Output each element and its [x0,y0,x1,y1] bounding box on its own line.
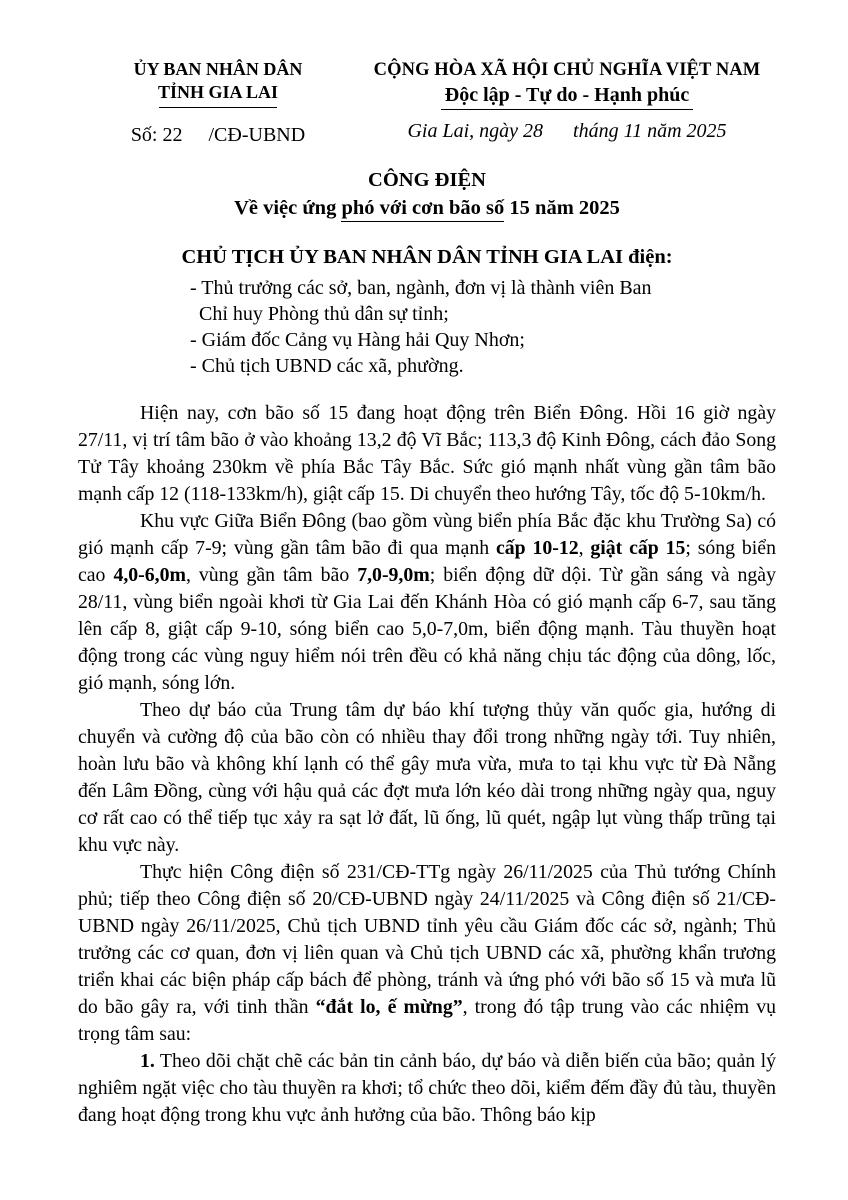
title-block [78,167,776,221]
text-segment: ; biển động dữ dội. Từ gần sáng và ngày 28/11, vùng biển ngoài khơi từ Gia Lai đến Khánh Hòa có gió mạnh cấp 6-7, sau tăng lên cấp 8, giật cấp 9-10, sóng biển cao 5,0-7,0m, biển động mạnh. Tàu thuyền hoạt động trong các vùng nguy hiểm nói trên đều có khả năng chịu tác động của dông, lốc, gió mạnh, sóng lớn. [78,564,776,694]
document-title: CÔNG ĐIỆN [368,169,486,191]
recipient-line: - Thủ trưởng các sở, ban, ngành, đơn vị là thành viên Ban [190,277,652,299]
body-paragraph [78,1048,776,1129]
recipient-item [190,327,690,353]
document-subtitle [78,195,776,221]
issuer-name: ỦY BAN NHÂN DÂN [133,59,303,79]
document-number-prefix: Số: 22 [130,124,183,146]
document-number-suffix: /CĐ-UBND [208,124,306,146]
issuer-underline [159,107,277,108]
recipient-line: Chỉ huy Phòng thủ dân sự tỉnh; [199,303,449,325]
text-segment: Theo dự báo của Trung tâm dự báo khí tượng thủy văn quốc gia, hướng di chuyển và cường độ của bão còn có nhiều thay đổi trong những ngày tới. Tuy nhiên, hoàn lưu bão và không khí lạnh có thể gây mưa vừa, mưa to tại khu vực từ Đà Nẵng đến Lâm Đồng, cùng với hậu quả các đợt mưa lớn kéo dài trong những ngày qua, nguy cơ rất cao có thể tiếp tục xảy ra sạt lở đất, lũ ống, lũ quét, ngập lụt vùng thấp trũng tại khu vực này. [78,699,776,856]
subtitle-prefix: Về việc ứng [234,197,342,219]
subtitle-suffix: 15 năm 2025 [504,197,620,219]
national-motto: Độc lập - Tự do - Hạnh phúc [441,83,693,110]
bold-text-segment: giật cấp 15 [590,537,686,559]
recipient-line: - Chủ tịch UBND các xã, phường. [190,355,464,377]
text-segment: Khu vực Giữa Biển Đông (bao gồm vùng biển phía Bắc đặc khu Trường Sa) có gió mạnh cấp 7-9; vùng gần tâm bão đi qua mạnh [78,510,776,559]
place-date-part2: tháng 11 năm 2025 [573,120,727,142]
bold-text-segment: 4,0-6,0m [113,564,186,586]
text-segment: , vùng gần tâm bão [185,564,358,586]
body-paragraph [78,697,776,859]
bold-text-segment: cấp 10-12 [495,537,579,559]
text-segment: Thực hiện Công điện số 231/CĐ-TTg ngày 26/11/2025 của Thủ tướng Chính phủ; tiếp theo Công điện số 20/CĐ-UBND ngày 24/11/2025 và Công điện số 21/CĐ-UBND ngày 26/11/2025, Chủ tịch UBND tỉnh yêu cầu Giám đốc các sở, ngành; Thủ trưởng các cơ quan, đơn vị liên quan và Chủ tịch UBND các xã, phường khẩn trương triển khai các biện pháp cấp bách để phòng, tránh và ứng phó với bão số 15 và mưa lũ do bão gây ra, với tinh thần [78,861,776,1018]
text-segment: , trong đó tập trung vào các nhiệm vụ trọng tâm sau: [78,996,777,1045]
document-number [78,123,358,147]
recipient-item [190,275,690,327]
document-header [78,58,776,147]
bold-text-segment: “đắt lo, ế mừng” [315,996,463,1018]
place-date-line [358,119,776,143]
recipient-line: - Giám đốc Cảng vụ Hàng hải Quy Nhơn; [190,329,525,351]
recipient-item [190,353,690,379]
body-paragraph [78,859,776,1048]
national-block [358,58,776,143]
bold-text-segment: 1. [140,1050,155,1072]
body-paragraph [78,508,776,697]
text-segment: , [578,537,591,559]
document-body [78,400,776,1129]
issuer-province: TỈNH GIA LAI [157,82,279,102]
issuer-block [78,58,358,147]
text-segment: Theo dõi chặt chẽ các bản tin cảnh báo, dự báo và diễn biến của bão; quản lý nghiêm ngặt việc cho tàu thuyền ra khơi; tổ chức theo dõi, kiểm đếm đầy đủ tàu, thuyền đang hoạt động trong khu vực ảnh hưởng của bão. Thông báo kịp [78,1050,776,1126]
recipients-list [190,275,690,379]
subtitle-underlined: phó với cơn bão số [341,197,504,222]
body-paragraph [78,400,776,508]
national-name: CỘNG HÒA XÃ HỘI CHỦ NGHĨA VIỆT NAM [373,60,761,80]
text-segment: Hiện nay, cơn bão số 15 đang hoạt động trên Biển Đông. Hồi 16 giờ ngày 27/11, vị trí tâm bão ở vào khoảng 13,2 độ Vĩ Bắc; 113,3 độ Kinh Đông, cách đảo Song Tử Tây khoảng 230km về phía Bắc Tây Bắc. Sức gió mạnh nhất vùng gần tâm bão mạnh cấp 12 (118-133km/h), giật cấp 15. Di chuyển theo hướng Tây, tốc độ 5-10km/h. [78,402,776,505]
place-date-part1: Gia Lai, ngày 28 [407,120,544,142]
bold-text-segment: 7,0-9,0m [357,564,430,586]
salutation: CHỦ TỊCH ỦY BAN NHÂN DÂN TỈNH GIA LAI điện: [181,246,673,268]
text-segment: ; sóng biển cao [78,537,776,586]
